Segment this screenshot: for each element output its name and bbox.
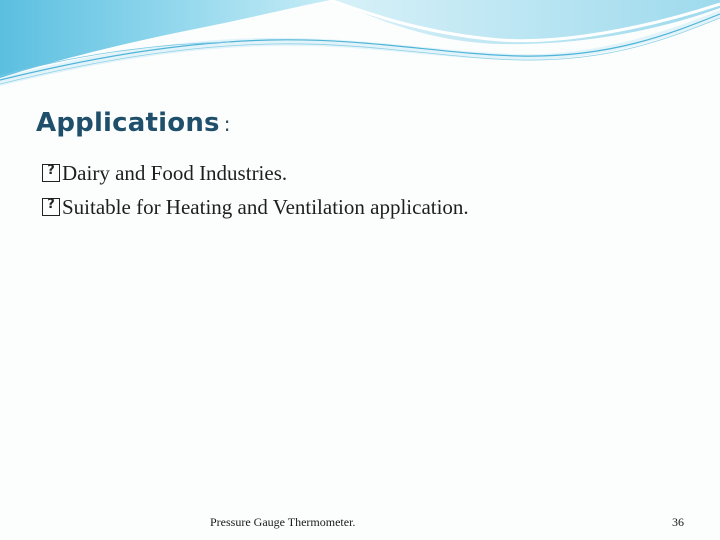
bullet-text: Suitable for Heating and Ventilation application. (62, 194, 469, 219)
slide-title-text: Applications (36, 108, 220, 138)
title-separator: : (223, 112, 231, 136)
bullet-item (42, 190, 469, 224)
page-number: 36 (672, 515, 684, 529)
slide-title (36, 108, 231, 138)
bullet-item (42, 156, 469, 190)
wave-header-decoration (0, 0, 720, 90)
bullet-placeholder-icon (42, 198, 60, 216)
bullet-placeholder-icon (42, 164, 60, 182)
bullet-text: Dairy and Food Industries. (62, 160, 288, 185)
slide-footer: Pressure Gauge Thermometer. (210, 515, 356, 529)
bullet-list (42, 156, 469, 224)
